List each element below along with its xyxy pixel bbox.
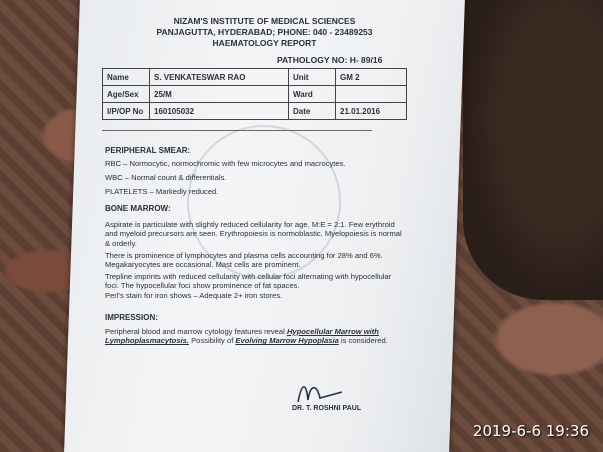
date-label: Date	[289, 103, 336, 120]
marrow-paragraph-3: Trepline imprints with reduced cellularity with cellular foci alternating with hypocellular foci. The hypocellular foci show prominence of fat spaces.	[105, 272, 392, 291]
divider	[102, 130, 372, 131]
op-label: I/P/OP No	[103, 103, 150, 120]
peripheral-heading: PERIPHERAL SMEAR:	[105, 146, 191, 155]
ward-label: Ward	[289, 86, 336, 103]
impression-text-c: is considered.	[338, 336, 388, 346]
patient-info-table	[102, 68, 407, 120]
op-value: 160105032	[150, 103, 289, 120]
signatory-name: DR. T. ROSHNI PAUL	[292, 405, 362, 412]
impression-text	[105, 327, 405, 346]
marrow-heading: BONE MARROW:	[105, 204, 171, 213]
table-row	[103, 103, 407, 120]
name-value: S. VENKATESWAR RAO	[150, 69, 289, 86]
institute-address: PANJAGUTTA, HYDERABAD; PHONE: 040 - 23489253	[156, 27, 373, 37]
impression-heading: IMPRESSION:	[105, 313, 158, 322]
signature-scribble	[292, 378, 352, 406]
hand-shadow	[463, 0, 603, 300]
impression-text-a: Peripheral blood and marrow cytology features reveal	[105, 327, 287, 336]
pathology-number: PATHOLOGY NO: H- 89/16	[277, 55, 383, 65]
age-value: 25/M	[150, 86, 289, 103]
platelets-line: PLATELETS – Markedly reduced.	[105, 187, 219, 196]
impression-emphasis-1: Hypocellular Marrow with Lymphoplasmacytosis.	[105, 327, 379, 346]
impression-text-b: Possibility of	[188, 336, 236, 346]
impression-emphasis-2: Evolving Marrow Hypoplasia	[235, 336, 339, 346]
report-title: HAEMATOLOGY REPORT	[212, 38, 317, 48]
date-value: 21.01.2016	[336, 103, 407, 120]
ward-value	[336, 86, 407, 103]
wbc-line: WBC – Normal count & differentials.	[105, 173, 227, 182]
report-paper	[64, 0, 465, 452]
marrow-paragraph-2: There is prominence of lymphocytes and plasma cells accounting for 28% and 6%. Megakaryocytes are occasional. Mast cells are prominent.	[105, 251, 383, 270]
name-label: Name	[103, 69, 150, 86]
photo-timestamp: 2019-6-6 19:36	[472, 422, 589, 440]
unit-value: GM 2	[336, 69, 407, 86]
rbc-line: RBC – Normocytic, normochromic with few microcytes and macrocytes.	[105, 159, 346, 168]
institute-name: NIZAM'S INSTITUTE OF MEDICAL SCIENCES	[173, 16, 356, 26]
table-row	[103, 86, 407, 103]
unit-label: Unit	[289, 69, 336, 86]
marrow-paragraph-4: Perl's stain for iron shows – Adequate 2+ iron stores.	[105, 291, 283, 300]
age-label: Age/Sex	[103, 86, 150, 103]
marrow-paragraph-1: Aspirate is particulate with slightly reduced cellularity for age. M:E = 2:1. Few erythroid and myeloid precursors are seen. Erythropoiesis is normoblastic. Myelopoiesis is normal & orderly.	[105, 220, 402, 248]
table-row	[103, 69, 407, 86]
